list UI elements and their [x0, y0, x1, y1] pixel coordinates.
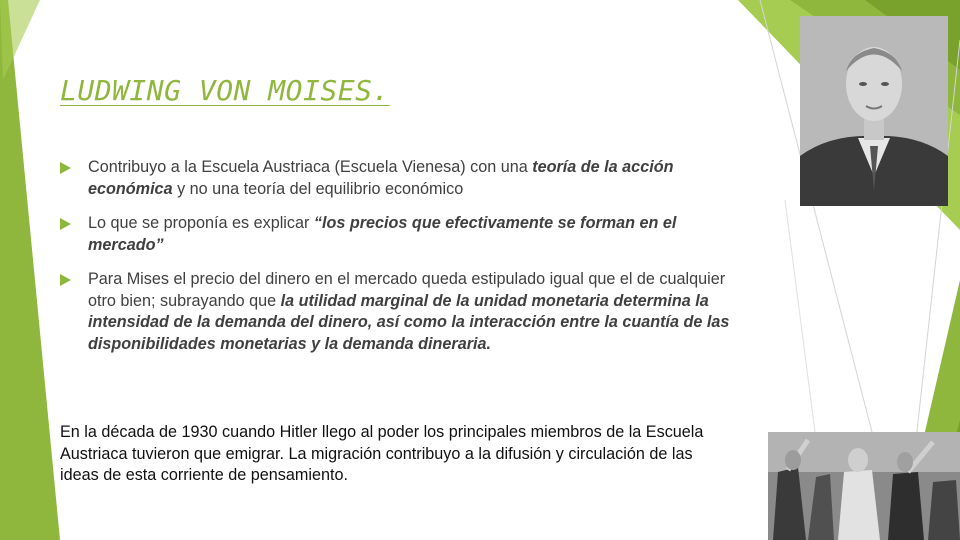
- closing-paragraph: En la década de 1930 cuando Hitler llego al poder los principales miembros de la Escuela Austriaca tuvieron que emigrar. La migración contribuyo a la difusión y circulación de las ideas de esta corriente de pensamiento.: [60, 423, 704, 484]
- bullet-emphasis: la utilidad marginal de la unidad monetaria determina la intensidad de la demanda del dinero, así como la interacción entre la cuantía de las disponibilidades monetarias y la demanda dineraria.: [88, 291, 730, 353]
- bullet-emphasis: teoría de la acción económica: [88, 158, 674, 198]
- decor-line-3: [785, 200, 815, 432]
- bullet-item: [60, 269, 750, 355]
- bullet-emphasis: “los precios que efectivamente se forman en el mercado”: [88, 214, 677, 254]
- arrow-right-icon: [60, 218, 71, 230]
- historical-group-photo: [768, 432, 960, 540]
- bullet-text: Lo que se proponía es explicar: [88, 214, 314, 232]
- arrow-right-icon: [60, 274, 71, 286]
- left-green-highlight: [0, 0, 40, 80]
- bullet-text: y no una teoría del equilibrio económico: [172, 179, 464, 198]
- bullet-text: Contribuyo a la Escuela Austriaca (Escuela Vienesa) con una: [88, 158, 533, 176]
- arrow-right-icon: [60, 162, 71, 174]
- slide-title: LUDWING VON MOISES.: [60, 74, 390, 107]
- left-green-band: [0, 0, 60, 540]
- bullet-list: [60, 157, 750, 368]
- bullet-item: [60, 157, 750, 200]
- bullet-text: Para Mises el precio del dinero en el mercado queda estipulado igual que el de cualquier otro bien; subrayando que: [88, 270, 726, 310]
- bullet-item: [60, 213, 750, 256]
- portrait-photo: [800, 16, 948, 206]
